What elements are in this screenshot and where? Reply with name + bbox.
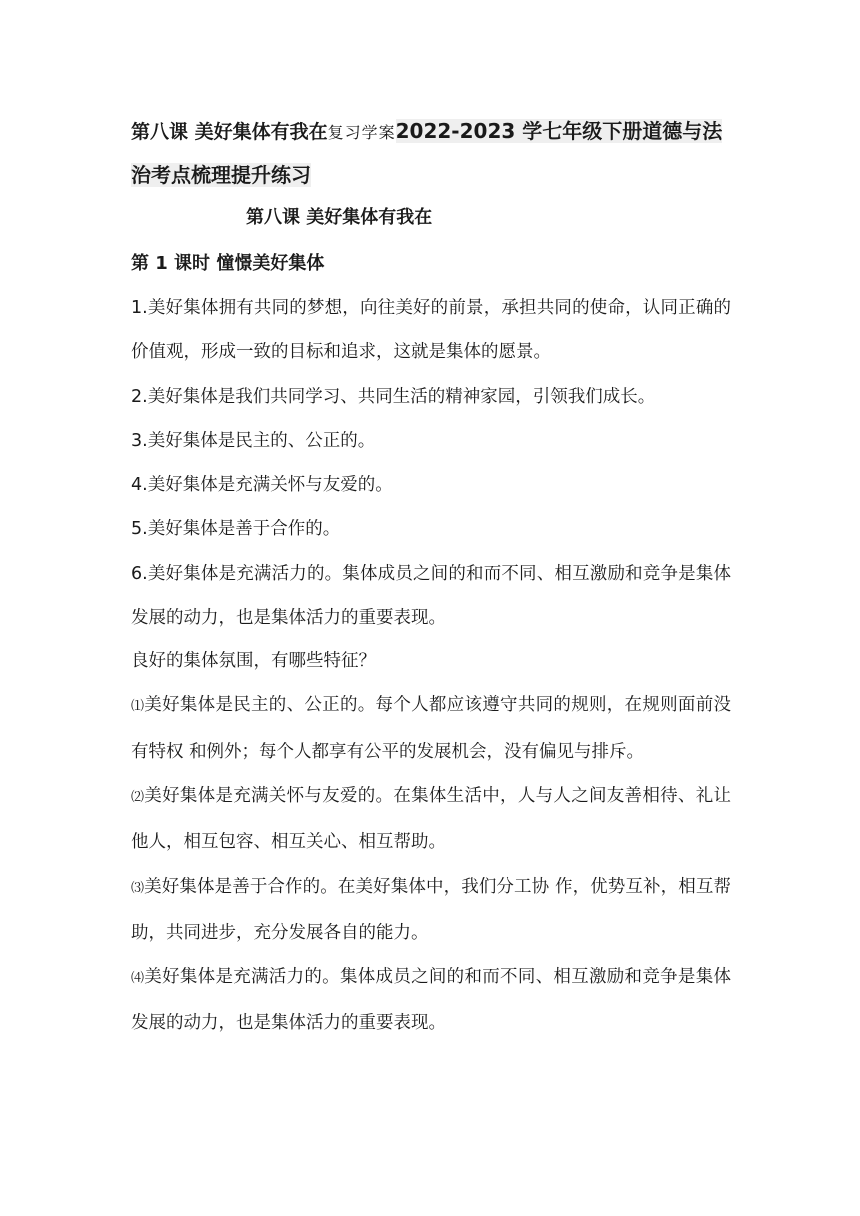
point-4: 4.美好集体是充满关怀与友爱的。	[131, 475, 393, 496]
section-subtitle: 第八课 美好集体有我在	[246, 207, 433, 228]
answer-2-marker: ⑵	[131, 789, 145, 805]
answer-1	[131, 683, 731, 774]
question: 良好的集体氛围，有哪些特征？	[131, 651, 376, 672]
lesson-heading: 第 1 课时 憧憬美好集体	[131, 253, 325, 274]
answer-4-marker: ⑷	[131, 971, 145, 987]
answer-2-text: 美好集体是充满关怀与友爱的。在集体生活中，人与人之间友善相待、礼让他人，相互包容、相互关心、相互帮助。	[131, 785, 731, 853]
answer-2	[131, 774, 731, 865]
point-5: 5.美好集体是善于合作的。	[131, 519, 341, 540]
answer-4-text: 美好集体是充满活力的。集体成员之间的和而不同、相互激励和竞争是集体发展的动力，也是集体活力的重要表现。	[131, 967, 731, 1034]
point-2: 2.美好集体是我们共同学习、共同生活的精神家园，引领我们成长。	[131, 386, 656, 407]
answer-3-marker: ⑶	[131, 880, 145, 896]
title-lesson: 第八课 美好集体有我在	[131, 121, 328, 143]
answer-4	[131, 955, 731, 1046]
answer-3-text: 美好集体是善于合作的。在美好集体中，我们分工协 作，优势互补，相互帮助，共同进步，充分发展各自的能力。	[131, 876, 731, 943]
body-content	[131, 286, 731, 1046]
point-3: 3.美好集体是民主的、公正的。	[131, 430, 376, 451]
title-review-label: 复习学案	[327, 123, 396, 142]
point-1: 1.美好集体拥有共同的梦想，向往美好的前景，承担共同的使命，认同正确的价值观，形成一致的目标和追求，这就是集体的愿景。	[131, 298, 731, 363]
point-6: 6.美好集体是充满活力的。集体成员之间的和而不同、相互激励和竞争是集体发展的动力，也是集体活力的重要表现。	[131, 563, 731, 629]
document-title	[131, 110, 741, 197]
answer-1-text: 美好集体是民主的、公正的。每个人都应该遵守共同的规则，在规则面前没有特权 和例外；每个人都享有公平的发展机会，没有偏见与排斥。	[131, 695, 731, 762]
answer-3	[131, 865, 731, 956]
title-grade-subject-cont: 治考点梳理提升练习	[131, 163, 311, 187]
title-grade-subject: 2022-2023 学七年级下册道德与法	[395, 119, 723, 143]
answer-1-marker: ⑴	[131, 699, 145, 715]
